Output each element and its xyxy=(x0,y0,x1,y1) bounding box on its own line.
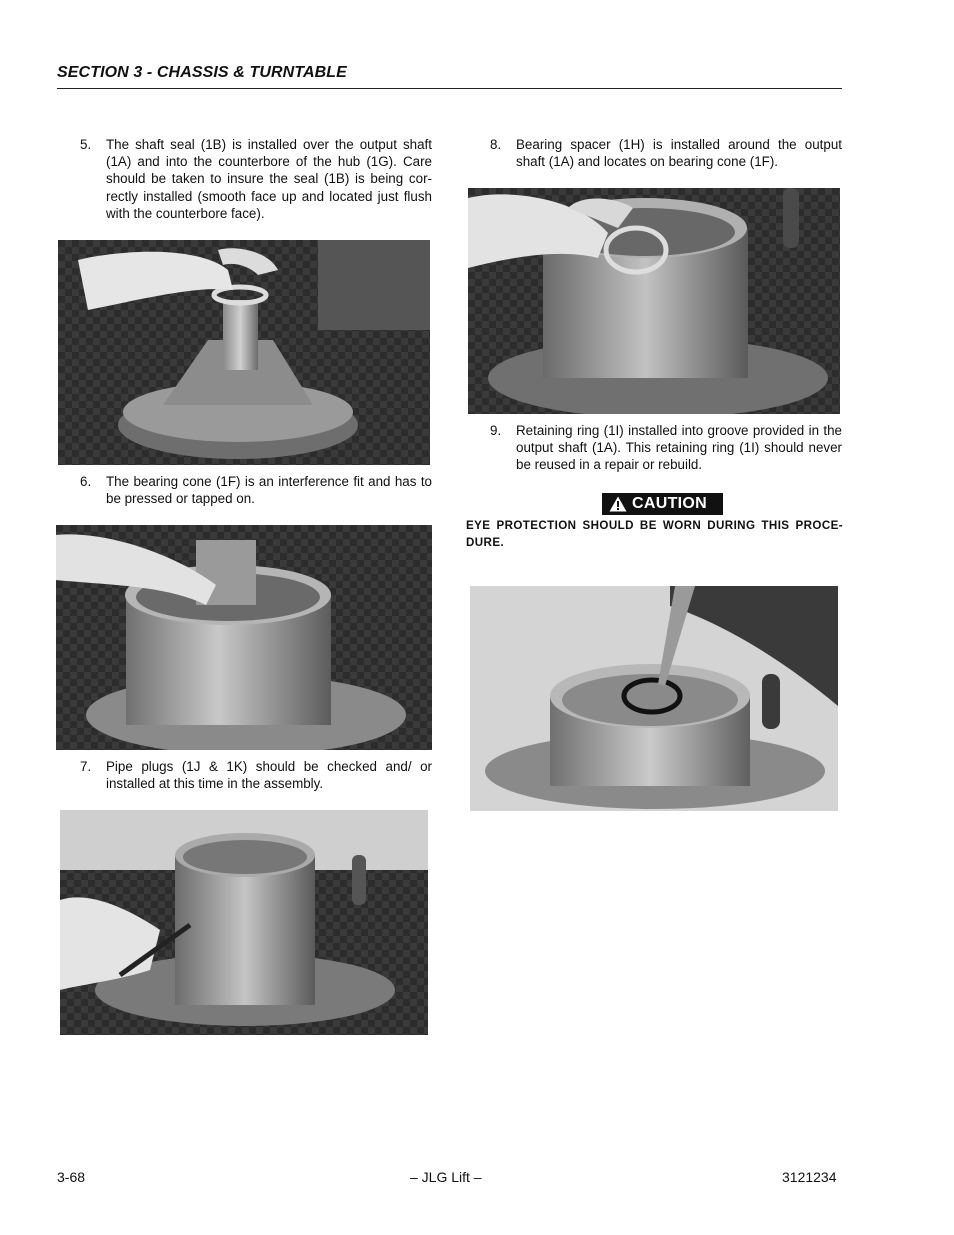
photo-bearing-spacer-install xyxy=(468,188,840,414)
step-number: 7. xyxy=(80,759,92,774)
step-5 xyxy=(80,136,432,221)
step-text: Bearing spacer (1H) is installed around the output shaft (1A) and locates on bearing cone (1F). xyxy=(516,137,842,170)
caution-badge xyxy=(602,493,723,515)
step-text: The bearing cone (1F) is an interference fit and has to be pressed or tapped on. xyxy=(106,474,432,507)
photo-pipe-plugs-install xyxy=(60,810,428,1035)
page-number: 3-68 xyxy=(57,1169,86,1185)
step-9 xyxy=(490,422,842,476)
document-number: 3121234 xyxy=(782,1169,837,1185)
step-text: The shaft seal (1B) is installed over the output shaft (1A) and into the counterbore of the hub (1G). Care should be taken to insure the seal (1B) is being cor- rectly installed (smooth face up and located just flush with the counterbore face). xyxy=(106,137,432,221)
section-title: SECTION 3 - CHASSIS & TURNTABLE xyxy=(57,64,347,81)
photo-shaft-seal-install xyxy=(58,240,430,465)
caution-label: CAUTION xyxy=(632,495,707,512)
step-number: 6. xyxy=(80,474,92,489)
footer-publisher: – JLG Lift – xyxy=(410,1169,482,1185)
step-text: Pipe plugs (1J & 1K) should be checked and/ or installed at this time in the assembly. xyxy=(106,759,432,792)
step-number: 5. xyxy=(80,137,92,152)
step-6 xyxy=(80,473,432,509)
step-8 xyxy=(490,136,842,172)
header-divider xyxy=(57,88,842,89)
photo-bearing-cone-install xyxy=(56,525,432,750)
warning-triangle-icon xyxy=(609,496,627,512)
caution-text: EYE PROTECTION SHOULD BE WORN DURING THIS PROCE- DURE. xyxy=(466,519,843,549)
step-number: 9. xyxy=(490,423,502,438)
step-number: 8. xyxy=(490,137,502,152)
step-text: Retaining ring (1I) installed into groove provided in the output shaft (1A). This retaining ring (1I) should never be reused in a repair or rebuild. xyxy=(516,423,842,473)
photo-retaining-ring-install xyxy=(470,586,838,811)
step-7 xyxy=(80,758,432,794)
